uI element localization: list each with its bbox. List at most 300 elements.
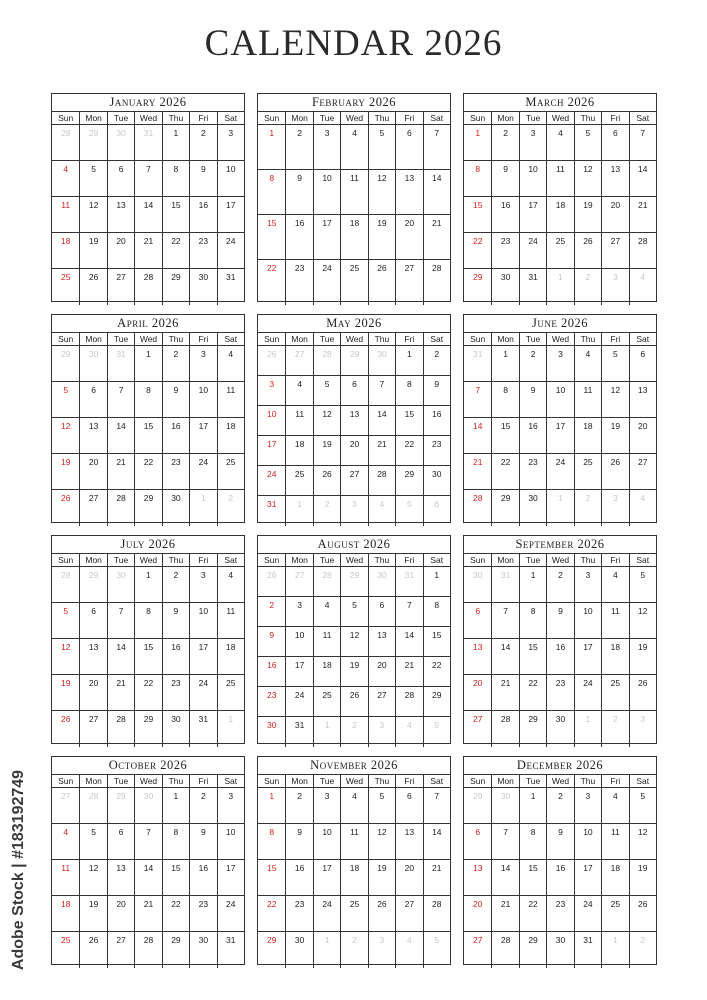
month-calendar — [463, 756, 657, 965]
month-title: October 2026 — [52, 757, 244, 775]
month-calendar — [257, 756, 451, 965]
day-cell: 22 — [395, 436, 422, 466]
weekday-label: Mon — [491, 554, 518, 566]
weekday-label: Tue — [107, 775, 134, 787]
day-cell: 2 — [189, 788, 216, 824]
weekday-label: Wed — [546, 333, 573, 345]
day-cell-adjacent-month: 2 — [340, 717, 367, 747]
stock-watermark-text: Adobe Stock | #183192749 — [10, 769, 28, 971]
day-cell-adjacent-month: 27 — [285, 346, 312, 376]
days-grid — [52, 125, 244, 305]
day-cell-adjacent-month: 6 — [423, 496, 450, 526]
day-cell-adjacent-month: 28 — [52, 125, 79, 161]
day-cell-adjacent-month: 29 — [107, 788, 134, 824]
weekday-header-row — [258, 554, 450, 567]
day-cell: 12 — [79, 197, 106, 233]
day-cell: 8 — [519, 603, 546, 639]
weekday-label: Fri — [189, 775, 216, 787]
days-grid — [52, 567, 244, 747]
day-cell: 4 — [313, 597, 340, 627]
weekday-label: Tue — [313, 775, 340, 787]
day-cell: 10 — [313, 170, 340, 215]
weekday-label: Sun — [470, 776, 486, 786]
day-cell: 22 — [464, 233, 491, 269]
day-cell: 29 — [395, 466, 422, 496]
day-cell: 20 — [395, 860, 422, 896]
day-cell: 15 — [258, 215, 285, 260]
day-cell: 26 — [368, 260, 395, 305]
weekday-header-row — [258, 333, 450, 346]
day-cell: 14 — [423, 824, 450, 860]
day-cell: 2 — [258, 597, 285, 627]
day-cell: 15 — [395, 406, 422, 436]
day-cell: 20 — [395, 215, 422, 260]
day-cell: 23 — [491, 233, 518, 269]
day-cell: 8 — [491, 382, 518, 418]
weekday-label: Sat — [629, 333, 656, 345]
day-cell: 28 — [423, 260, 450, 305]
day-cell: 4 — [52, 161, 79, 197]
day-cell: 15 — [134, 639, 161, 675]
day-cell: 30 — [162, 711, 189, 747]
weekday-label: Thu — [574, 775, 601, 787]
day-cell: 24 — [519, 233, 546, 269]
day-cell: 15 — [491, 418, 518, 454]
page-title: CALENDAR 2026 — [204, 23, 503, 64]
day-cell: 3 — [313, 788, 340, 824]
days-grid — [52, 346, 244, 526]
day-cell-adjacent-month: 31 — [464, 346, 491, 382]
day-cell: 11 — [313, 627, 340, 657]
day-cell: 23 — [285, 896, 312, 932]
weekday-label: Thu — [574, 333, 601, 345]
day-cell-adjacent-month: 27 — [52, 788, 79, 824]
day-cell: 11 — [601, 824, 628, 860]
day-cell-adjacent-month: 30 — [79, 346, 106, 382]
weekday-label: Tue — [107, 333, 134, 345]
weekday-label: Mon — [491, 112, 518, 124]
day-cell-adjacent-month: 2 — [217, 490, 244, 526]
day-cell: 18 — [52, 896, 79, 932]
day-cell: 28 — [395, 687, 422, 717]
day-cell-adjacent-month: 3 — [601, 269, 628, 305]
day-cell: 1 — [134, 567, 161, 603]
day-cell-adjacent-month: 27 — [285, 567, 312, 597]
day-cell: 17 — [285, 657, 312, 687]
day-cell: 7 — [423, 788, 450, 824]
day-cell-adjacent-month: 2 — [574, 269, 601, 305]
day-cell: 25 — [285, 466, 312, 496]
day-cell: 9 — [162, 603, 189, 639]
day-cell: 9 — [519, 382, 546, 418]
day-cell: 3 — [574, 788, 601, 824]
day-cell: 1 — [423, 567, 450, 597]
day-cell: 6 — [395, 125, 422, 170]
day-cell: 19 — [52, 675, 79, 711]
day-cell: 12 — [313, 406, 340, 436]
day-cell: 25 — [217, 675, 244, 711]
day-cell: 29 — [162, 932, 189, 968]
day-cell: 8 — [134, 603, 161, 639]
day-cell: 17 — [258, 436, 285, 466]
weekday-label: Fri — [601, 554, 628, 566]
day-cell: 23 — [519, 454, 546, 490]
day-cell: 10 — [217, 161, 244, 197]
day-cell: 2 — [491, 125, 518, 161]
day-cell: 13 — [629, 382, 656, 418]
day-cell-adjacent-month: 4 — [395, 932, 422, 968]
day-cell: 24 — [313, 260, 340, 305]
day-cell: 11 — [52, 860, 79, 896]
day-cell-adjacent-month: 2 — [601, 711, 628, 747]
weekday-label: Sun — [58, 776, 74, 786]
month-title: February 2026 — [258, 94, 450, 112]
day-cell: 27 — [395, 896, 422, 932]
weekday-label: Fri — [189, 112, 216, 124]
day-cell: 21 — [629, 197, 656, 233]
day-cell: 30 — [519, 490, 546, 526]
day-cell: 6 — [107, 161, 134, 197]
day-cell: 15 — [519, 860, 546, 896]
weekday-label: Fri — [189, 333, 216, 345]
day-cell: 9 — [546, 824, 573, 860]
weekday-label: Wed — [134, 112, 161, 124]
day-cell-adjacent-month: 30 — [491, 788, 518, 824]
day-cell: 26 — [368, 896, 395, 932]
day-cell: 29 — [266, 935, 277, 945]
day-cell: 30 — [189, 932, 216, 968]
day-cell: 14 — [107, 639, 134, 675]
day-cell: 31 — [217, 932, 244, 968]
month-calendar — [463, 314, 657, 523]
day-cell: 9 — [491, 161, 518, 197]
day-cell: 29 — [519, 932, 546, 968]
day-cell-adjacent-month: 28 — [79, 788, 106, 824]
weekday-label: Mon — [285, 112, 312, 124]
month-calendar — [51, 535, 245, 744]
day-cell: 19 — [629, 639, 656, 675]
weekday-label: Sun — [264, 555, 280, 565]
day-cell: 20 — [601, 197, 628, 233]
day-cell: 31 — [189, 711, 216, 747]
day-cell: 28 — [423, 896, 450, 932]
day-cell: 17 — [313, 860, 340, 896]
weekday-label: Tue — [313, 554, 340, 566]
day-cell-adjacent-month: 5 — [395, 496, 422, 526]
weekday-label: Fri — [601, 333, 628, 345]
day-cell: 23 — [189, 233, 216, 269]
day-cell: 21 — [464, 454, 491, 490]
weekday-header-row — [52, 775, 244, 788]
day-cell: 4 — [601, 567, 628, 603]
day-cell: 18 — [313, 657, 340, 687]
weekday-label: Thu — [368, 554, 395, 566]
day-cell: 11 — [601, 603, 628, 639]
day-cell: 1 — [395, 346, 422, 376]
day-cell: 6 — [464, 824, 491, 860]
day-cell-adjacent-month: 5 — [423, 932, 450, 968]
day-cell-adjacent-month: 2 — [340, 932, 367, 968]
day-cell: 22 — [162, 896, 189, 932]
day-cell: 15 — [519, 639, 546, 675]
day-cell: 3 — [258, 376, 285, 406]
days-grid — [258, 567, 450, 747]
day-cell: 30 — [491, 269, 518, 305]
weekday-label: Thu — [162, 333, 189, 345]
day-cell-adjacent-month: 26 — [258, 346, 285, 376]
day-cell: 7 — [491, 603, 518, 639]
weekday-label: Sat — [423, 333, 450, 345]
day-cell: 29 — [472, 272, 483, 282]
weekday-label: Thu — [368, 112, 395, 124]
day-cell: 9 — [189, 161, 216, 197]
month-calendar — [257, 93, 451, 302]
day-cell: 3 — [574, 567, 601, 603]
weekday-label: Sat — [629, 775, 656, 787]
day-cell-adjacent-month: 5 — [423, 717, 450, 747]
day-cell: 21 — [491, 675, 518, 711]
day-cell: 19 — [52, 454, 79, 490]
day-cell: 16 — [423, 406, 450, 436]
day-cell: 5 — [368, 125, 395, 170]
weekday-header-row — [464, 554, 656, 567]
day-cell: 22 — [491, 454, 518, 490]
days-grid — [258, 788, 450, 968]
day-cell: 13 — [107, 860, 134, 896]
day-cell: 14 — [395, 627, 422, 657]
day-cell: 14 — [134, 197, 161, 233]
day-cell: 16 — [162, 418, 189, 454]
day-cell: 20 — [107, 233, 134, 269]
day-cell-adjacent-month: 31 — [107, 346, 134, 382]
day-cell-adjacent-month: 1 — [601, 932, 628, 968]
day-cell: 9 — [285, 824, 312, 860]
day-cell-adjacent-month: 31 — [395, 567, 422, 597]
day-cell: 28 — [629, 233, 656, 269]
day-cell: 16 — [189, 197, 216, 233]
day-cell: 5 — [629, 567, 656, 603]
day-cell: 12 — [368, 170, 395, 215]
day-cell: 23 — [285, 260, 312, 305]
day-cell: 5 — [629, 788, 656, 824]
day-cell: 17 — [189, 639, 216, 675]
weekday-header-row — [52, 112, 244, 125]
day-cell: 12 — [601, 382, 628, 418]
day-cell: 6 — [340, 376, 367, 406]
day-cell: 22 — [423, 657, 450, 687]
day-cell: 18 — [574, 418, 601, 454]
day-cell-adjacent-month: 29 — [52, 346, 79, 382]
weekday-label: Thu — [368, 775, 395, 787]
day-cell: 11 — [217, 382, 244, 418]
day-cell: 23 — [423, 436, 450, 466]
weekday-label: Mon — [79, 333, 106, 345]
day-cell: 16 — [519, 418, 546, 454]
day-cell: 14 — [629, 161, 656, 197]
day-cell: 9 — [189, 824, 216, 860]
day-cell: 4 — [546, 125, 573, 161]
day-cell: 30 — [423, 466, 450, 496]
weekday-label: Tue — [107, 554, 134, 566]
weekday-label: Tue — [519, 775, 546, 787]
day-cell: 5 — [340, 597, 367, 627]
day-cell: 8 — [395, 376, 422, 406]
day-cell: 25 — [313, 687, 340, 717]
weekday-label: Sat — [423, 112, 450, 124]
day-cell: 30 — [266, 720, 277, 730]
weekday-label: Tue — [107, 112, 134, 124]
day-cell: 14 — [491, 860, 518, 896]
day-cell: 27 — [79, 711, 106, 747]
weekday-label: Sat — [423, 775, 450, 787]
day-cell: 24 — [217, 233, 244, 269]
day-cell: 4 — [601, 788, 628, 824]
day-cell: 8 — [423, 597, 450, 627]
weekday-label: Wed — [340, 112, 367, 124]
day-cell: 28 — [368, 466, 395, 496]
day-cell: 26 — [79, 269, 106, 305]
day-cell: 24 — [313, 896, 340, 932]
day-cell: 18 — [546, 197, 573, 233]
weekday-label: Mon — [79, 775, 106, 787]
weekday-label: Tue — [519, 554, 546, 566]
day-cell: 19 — [368, 215, 395, 260]
day-cell: 19 — [629, 860, 656, 896]
day-cell: 27 — [601, 233, 628, 269]
day-cell: 9 — [162, 382, 189, 418]
day-cell: 7 — [368, 376, 395, 406]
days-grid — [464, 346, 656, 526]
day-cell: 27 — [340, 466, 367, 496]
day-cell: 27 — [107, 932, 134, 968]
day-cell: 6 — [601, 125, 628, 161]
day-cell: 14 — [368, 406, 395, 436]
weekday-label: Sat — [423, 554, 450, 566]
day-cell: 2 — [162, 346, 189, 382]
weekday-label: Wed — [340, 333, 367, 345]
day-cell: 7 — [423, 125, 450, 170]
day-cell: 12 — [629, 603, 656, 639]
weekday-label: Fri — [395, 775, 422, 787]
day-cell: 22 — [162, 233, 189, 269]
day-cell: 22 — [134, 675, 161, 711]
month-title: September 2026 — [464, 536, 656, 554]
weekday-header-row — [258, 775, 450, 788]
day-cell: 13 — [464, 860, 491, 896]
weekday-header-row — [464, 333, 656, 346]
day-cell: 9 — [285, 170, 312, 215]
day-cell: 27 — [472, 714, 483, 724]
day-cell: 20 — [79, 454, 106, 490]
weekday-header-row — [52, 554, 244, 567]
day-cell: 8 — [258, 170, 285, 215]
day-cell-adjacent-month: 1 — [313, 932, 340, 968]
day-cell: 13 — [368, 627, 395, 657]
day-cell-adjacent-month: 1 — [574, 711, 601, 747]
day-cell: 4 — [285, 376, 312, 406]
calendar-grid — [51, 93, 658, 965]
days-grid — [52, 788, 244, 968]
day-cell: 1 — [464, 125, 491, 161]
day-cell-adjacent-month: 29 — [79, 567, 106, 603]
weekday-label: Tue — [519, 112, 546, 124]
month-title: July 2026 — [52, 536, 244, 554]
day-cell: 4 — [52, 824, 79, 860]
day-cell: 9 — [258, 627, 285, 657]
day-cell: 23 — [162, 454, 189, 490]
day-cell: 22 — [266, 263, 277, 273]
day-cell: 28 — [107, 490, 134, 526]
day-cell: 31 — [285, 717, 312, 747]
day-cell-adjacent-month: 1 — [546, 490, 573, 526]
day-cell: 5 — [52, 382, 79, 418]
day-cell: 24 — [217, 896, 244, 932]
weekday-label: Thu — [162, 554, 189, 566]
day-cell: 26 — [79, 932, 106, 968]
day-cell: 6 — [629, 346, 656, 382]
day-cell: 28 — [134, 269, 161, 305]
weekday-label: Fri — [395, 554, 422, 566]
day-cell-adjacent-month: 30 — [107, 567, 134, 603]
day-cell: 29 — [423, 687, 450, 717]
day-cell: 16 — [285, 215, 312, 260]
day-cell: 11 — [285, 406, 312, 436]
day-cell: 16 — [491, 197, 518, 233]
month-title: August 2026 — [258, 536, 450, 554]
weekday-label: Mon — [79, 554, 106, 566]
day-cell: 2 — [546, 567, 573, 603]
day-cell: 15 — [134, 418, 161, 454]
day-cell: 14 — [134, 860, 161, 896]
day-cell: 26 — [60, 493, 71, 503]
day-cell: 27 — [395, 260, 422, 305]
day-cell: 1 — [258, 125, 285, 170]
day-cell-adjacent-month: 28 — [313, 567, 340, 597]
weekday-header-row — [464, 112, 656, 125]
weekday-label: Sat — [217, 333, 244, 345]
weekday-label: Fri — [395, 112, 422, 124]
day-cell: 26 — [313, 466, 340, 496]
day-cell: 16 — [258, 657, 285, 687]
day-cell: 11 — [340, 170, 367, 215]
day-cell: 11 — [574, 382, 601, 418]
day-cell: 7 — [491, 824, 518, 860]
days-grid — [464, 788, 656, 968]
day-cell-adjacent-month: 30 — [368, 346, 395, 376]
weekday-label: Fri — [601, 112, 628, 124]
day-cell: 30 — [546, 932, 573, 968]
day-cell: 24 — [285, 687, 312, 717]
day-cell: 2 — [189, 125, 216, 161]
day-cell: 27 — [79, 490, 106, 526]
day-cell: 25 — [340, 260, 367, 305]
day-cell: 23 — [546, 896, 573, 932]
day-cell: 28 — [491, 711, 518, 747]
day-cell: 17 — [189, 418, 216, 454]
day-cell: 26 — [340, 687, 367, 717]
day-cell: 11 — [217, 603, 244, 639]
month-calendar — [51, 756, 245, 965]
days-grid — [464, 125, 656, 305]
day-cell: 29 — [134, 711, 161, 747]
weekday-label: Thu — [574, 554, 601, 566]
day-cell: 20 — [368, 657, 395, 687]
day-cell: 31 — [217, 269, 244, 305]
day-cell: 30 — [546, 711, 573, 747]
weekday-label: Sat — [629, 112, 656, 124]
day-cell: 17 — [217, 860, 244, 896]
weekday-label: Sat — [217, 775, 244, 787]
